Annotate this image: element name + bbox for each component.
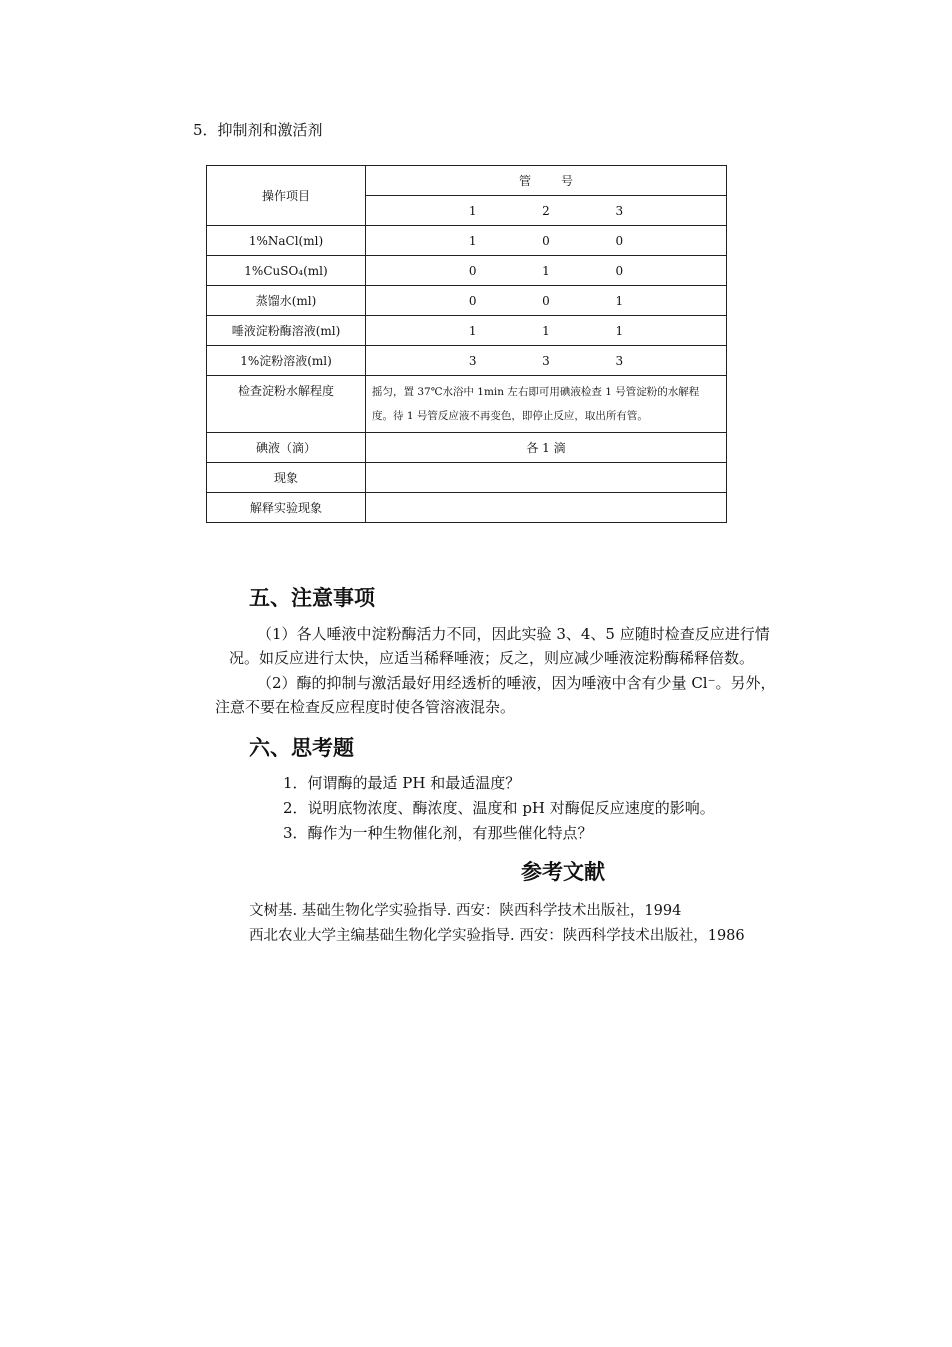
table-row: 唾液淀粉酶溶液(ml) 1 1 1 [207, 316, 727, 346]
op-header: 操作项目 [207, 166, 366, 226]
experiment-table [206, 165, 727, 523]
table-row-phenomenon: 现象 [207, 463, 727, 493]
question-item: 1．何谓酶的最适 PH 和最适温度？ [283, 774, 521, 792]
check-note: 摇匀，置 37℃水浴中 1min 左右即可用碘液检查 1 号管淀粉的水解程度。待 1 号管反应液不再变色，即停止反应，取出所有管。 [366, 376, 727, 433]
table-row: 1%NaCl(ml) 1 0 0 [207, 226, 727, 256]
tube-numbers: 1 2 3 [366, 196, 727, 226]
tube-header: 管号 [366, 166, 727, 196]
table-row-explain: 解释实验现象 [207, 493, 727, 523]
table-row: 蒸馏水(ml) 0 0 1 [207, 286, 727, 316]
question-item: 3．酶作为一种生物催化剂，有那些催化特点？ [283, 824, 593, 842]
notes-heading: 五、注意事项 [249, 586, 375, 610]
reference-item: 文树基. 基础生物化学实验指导. 西安：陕西科学技术出版社，1994 [249, 903, 682, 919]
questions-heading: 六、思考题 [249, 736, 354, 760]
question-item: 2．说明底物浓度、酶浓度、温度和 pH 对酶促反应速度的影响。 [283, 799, 715, 817]
table-row: 1%淀粉溶液(ml) 3 3 3 [207, 346, 727, 376]
note-1-line-1: （1）各人唾液中淀粉酶活力不同，因此实验 3、4、5 应随时检查反应进行情 [257, 625, 770, 643]
note-2-line-1: （2）酶的抑制与激活最好用经透析的唾液，因为唾液中含有少量 Cl⁻。另外， [257, 674, 776, 692]
table-row-iodine: 碘液（滴） 各 1 滴 [207, 433, 727, 463]
note-1-line-2: 况。如反应进行太快，应适当稀释唾液；反之，则应减少唾液淀粉酶稀释倍数。 [229, 649, 755, 667]
section-5-heading: 5．抑制剂和激活剂 [193, 121, 323, 139]
table-row-check: 检查淀粉水解程度 摇匀，置 37℃水浴中 1min 左右即可用碘液检查 1 号管淀粉的水解程度。待 1 号管反应液不再变色，即停止反应，取出所有管。 [207, 376, 727, 433]
references-heading: 参考文献 [521, 860, 605, 884]
note-2-line-2: 注意不要在检查反应程度时使各管溶液混杂。 [215, 698, 516, 716]
table-row: 1%CuSO₄(ml) 0 1 0 [207, 256, 727, 286]
reference-item: 西北农业大学主编基础生物化学实验指导. 西安：陕西科学技术出版社，1986 [249, 928, 745, 944]
